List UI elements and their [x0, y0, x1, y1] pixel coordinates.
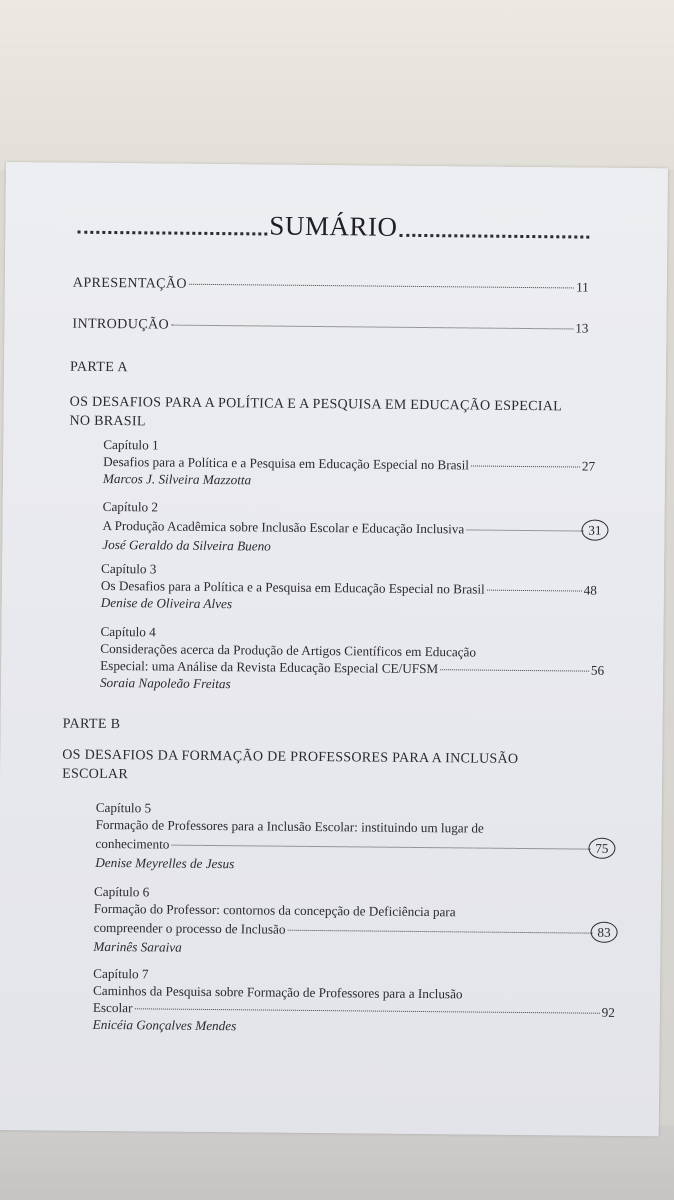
chapter-title: Os Desafios para a Política e a Pesquisa em Educação Especial no Brasil	[100, 577, 485, 597]
chapter-title-line1: Caminhos da Pesquisa sobre Formação de Professores para a Inclusão	[92, 982, 463, 1002]
chapter-title: Desafios para a Política e a Pesquisa em Educação Especial no Brasil	[103, 453, 470, 473]
dot-leader	[189, 284, 574, 289]
part-b-heading	[62, 746, 602, 789]
chapter-title-line2: conhecimento	[95, 835, 170, 852]
heading-line: ESCOLAR	[62, 766, 129, 783]
chapter-author: Soraia Napoleão Freitas	[99, 674, 231, 692]
chapter-page: 48	[583, 582, 597, 598]
entry-page: 11	[576, 279, 589, 295]
dot-leader	[134, 1008, 599, 1013]
chapter-title-line2: compreender o processo de Inclusão	[93, 919, 286, 937]
chapter-page: 27	[581, 458, 596, 474]
chapter-author: Marinês Saraiva	[93, 939, 182, 955]
title-row	[77, 211, 589, 243]
chapter-6	[93, 883, 618, 960]
chapter-number: Capítulo 7	[93, 965, 149, 982]
chapter-author: Enicéia Gonçalves Mendes	[92, 1016, 237, 1034]
dot-leader	[487, 590, 582, 592]
chapter-title-line1: Formação de Professores para a Inclusão Escolar: instituindo um lugar de	[95, 816, 484, 836]
book-page	[0, 162, 668, 1136]
chapter-author: Denise Meyrelles de Jesus	[95, 855, 235, 872]
heading-line: NO BRASIL	[69, 413, 146, 430]
heading-line: OS DESAFIOS PARA A POLÍTICA E A PESQUISA EM EDUCAÇÃO ESPECIAL	[69, 394, 563, 415]
chapter-2	[102, 498, 609, 558]
dot-leader	[171, 845, 590, 850]
chapter-number: Capítulo 4	[100, 623, 156, 640]
dot-leader	[466, 529, 583, 531]
chapter-4	[100, 623, 605, 696]
background-wall	[0, 0, 674, 170]
chapter-1	[103, 436, 595, 492]
part-a-label: PARTE A	[69, 359, 128, 376]
entry-label: APRESENTAÇÃO	[72, 275, 188, 292]
toc-entry-introducao	[72, 316, 588, 338]
dot-leader	[171, 325, 573, 330]
chapter-number: Capítulo 1	[103, 436, 159, 453]
dot-leader	[288, 930, 593, 934]
chapter-author: Denise de Oliveira Alves	[100, 594, 233, 612]
entry-page: 13	[575, 320, 589, 336]
desk-surface	[0, 1125, 674, 1200]
entry-label: INTRODUÇÃO	[72, 316, 170, 333]
toc-entry-apresentacao	[73, 275, 589, 297]
chapter-3	[101, 560, 597, 616]
chapter-page: 92	[601, 1004, 615, 1020]
chapter-title-line2: Especial: uma Análise da Revista Educação Especial CE/UFSM	[100, 657, 439, 677]
dot-leader	[471, 465, 580, 467]
chapter-page-circled: 83	[590, 922, 617, 943]
chapter-title-line1: Considerações acerca da Produção de Artigos Científicos em Educação	[100, 640, 477, 660]
part-a-heading	[69, 393, 609, 436]
part-b-label: PARTE B	[62, 716, 121, 733]
chapter-page-circled: 75	[588, 838, 615, 859]
chapter-author: Marcos J. Silveira Mazzotta	[102, 470, 252, 488]
chapter-title-line1: Formação do Professor: contornos da concepção de Deficiência para	[93, 900, 456, 920]
title-leader-left	[77, 219, 267, 236]
chapter-title: A Produção Acadêmica sobre Inclusão Escolar e Educação Inclusiva	[102, 517, 465, 537]
page-title: SUMÁRIO	[269, 210, 398, 242]
heading-line: OS DESAFIOS DA FORMAÇÃO DE PROFESSORES PARA A INCLUSÃO	[62, 747, 519, 767]
chapter-5	[95, 799, 616, 876]
title-leader-right	[399, 222, 589, 239]
chapter-number: Capítulo 5	[95, 799, 152, 816]
chapter-page: 56	[590, 662, 605, 678]
chapter-7	[93, 965, 616, 1038]
dot-leader	[440, 669, 589, 671]
chapter-author: José Geraldo da Silveira Bueno	[102, 537, 271, 554]
chapter-page-circled: 31	[581, 520, 608, 541]
chapter-number: Capítulo 3	[101, 560, 157, 577]
chapter-number: Capítulo 6	[93, 883, 150, 900]
chapter-number: Capítulo 2	[102, 498, 159, 515]
chapter-title-line2: Escolar	[92, 999, 133, 1016]
